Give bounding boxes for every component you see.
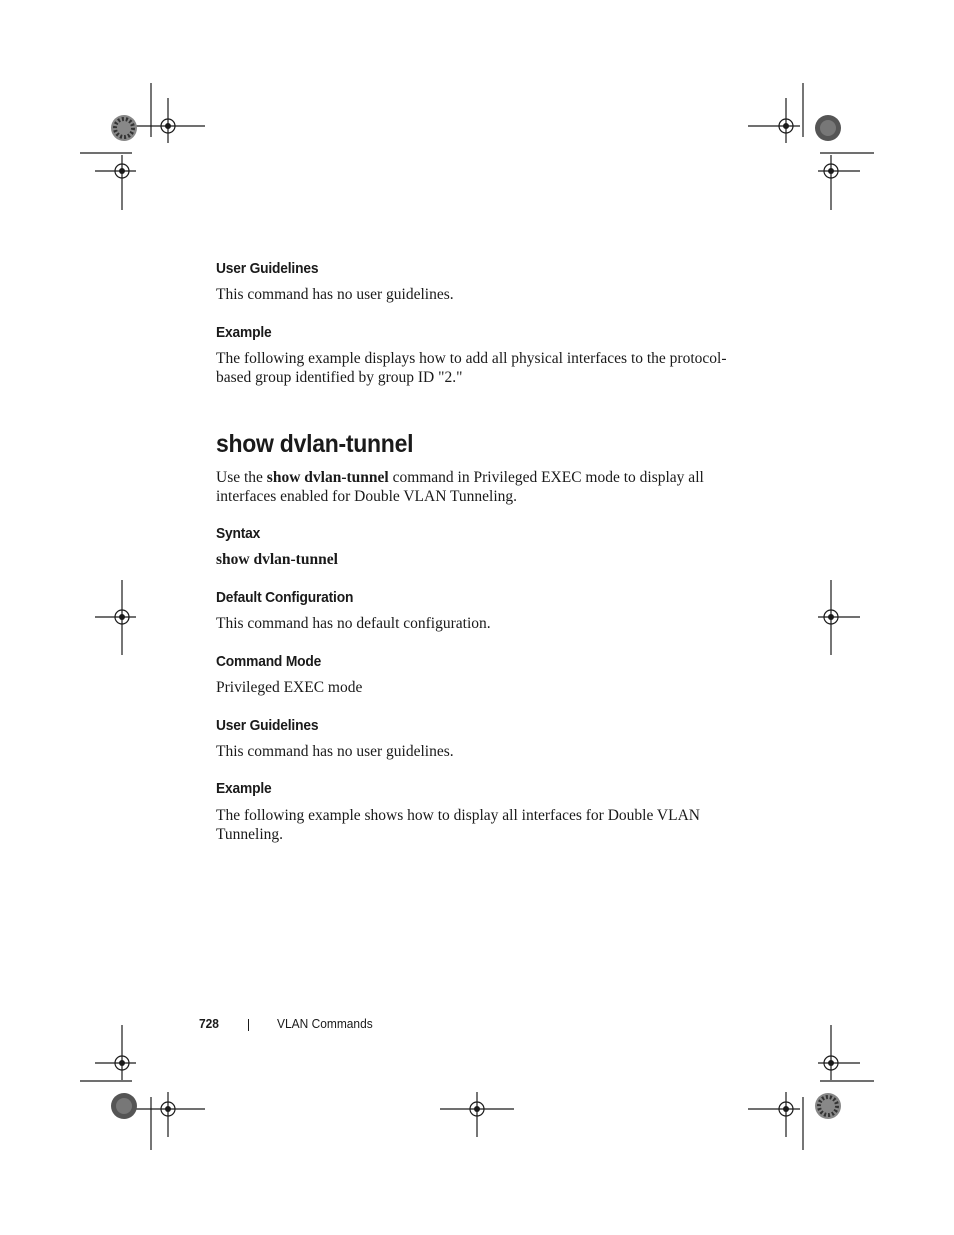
example-text: The following example displays how to add all physical interfaces to the protocol-based group identified by group ID "2."	[216, 350, 727, 386]
example-heading: Example	[216, 324, 272, 341]
command-title: show dvlan-tunnel	[216, 430, 414, 458]
user-guidelines-text: This command has no user guidelines.	[216, 286, 454, 303]
footer-section-name: VLAN Commands	[277, 1016, 373, 1031]
user-guidelines-heading-2: User Guidelines	[216, 717, 319, 734]
footer-separator	[248, 1019, 249, 1031]
command-intro: Use the show dvlan-tunnel command in Privileged EXEC mode to display all interfaces enabled for Double VLAN Tunneling.	[216, 469, 704, 505]
page-number: 728	[199, 1016, 219, 1031]
command-mode-text: Privileged EXEC mode	[216, 679, 363, 696]
command-name: show dvlan-tunnel	[266, 469, 389, 486]
default-config-text: This command has no default configuration.	[216, 615, 491, 632]
user-guidelines-text-2: This command has no user guidelines.	[216, 743, 454, 760]
user-guidelines-heading: User Guidelines	[216, 260, 319, 277]
example-text-2: The following example shows how to display all interfaces for Double VLAN Tunneling.	[216, 807, 700, 843]
syntax-text: show dvlan-tunnel	[216, 551, 338, 568]
command-mode-heading: Command Mode	[216, 653, 322, 670]
default-config-heading: Default Configuration	[216, 589, 354, 606]
example-heading-2: Example	[216, 780, 272, 797]
syntax-heading: Syntax	[216, 525, 261, 542]
